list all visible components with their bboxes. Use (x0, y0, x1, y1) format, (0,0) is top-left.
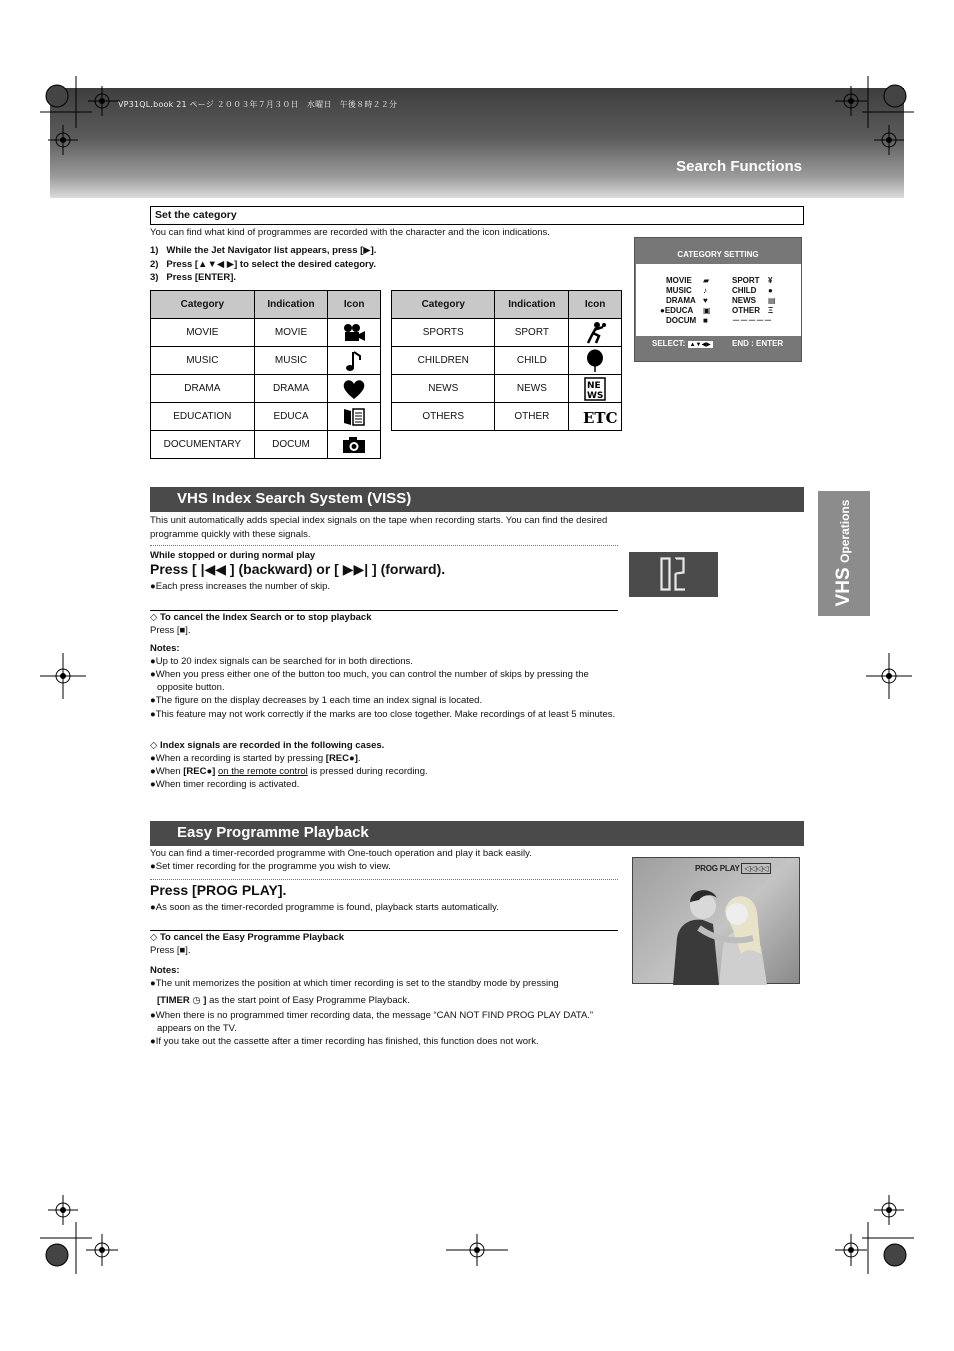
screen-left-icons (703, 276, 711, 326)
screen-item: DOCUM (666, 316, 697, 325)
viss-notes-heading: Notes: (150, 643, 180, 654)
screen-item: SPORT (732, 276, 760, 285)
set-category-intro: You can find what kind of programmes are recorded with the character and the icon indications. (150, 227, 550, 238)
couple-illustration (633, 858, 801, 985)
table-cell: MOVIE (254, 319, 328, 347)
balloon-icon (569, 348, 621, 374)
viss-note: ●Up to 20 index signals can be searched for in both directions. (150, 656, 413, 667)
table-cell: CHILDREN (392, 347, 495, 375)
svg-text:NE: NE (587, 380, 601, 391)
table-row (151, 347, 381, 375)
screen-item: MUSIC (666, 286, 692, 295)
table-header: Category (392, 291, 495, 319)
music-note-icon (328, 348, 380, 374)
step-1: 1) While the Jet Navigator list appears, press [▶]. (150, 245, 377, 256)
viss-case: ●When a recording is started by pressing [REC●]. (150, 753, 361, 764)
prog-play-osd: PROG PLAY ◁◁◁◁ (695, 864, 771, 873)
table-header: Icon (569, 291, 622, 319)
music-note-icon: ♪ (703, 286, 707, 295)
viss-press-instruction: Press [ |◀◀ ] (backward) or [ ▶▶| ] (forward). (150, 561, 446, 577)
step-3: 3) Press [ENTER]. (150, 272, 237, 283)
viss-cancel-text: Press [■]. (150, 625, 191, 636)
book-filename-line: VP31QL.book 21 ページ ２００３年７月３０日 水曜日 午後８時２２分 (118, 100, 398, 109)
screen-right-icons (768, 276, 776, 316)
epp-note-cont: [TIMER ◷ ] as the start point of Easy Programme Playback. (157, 995, 410, 1006)
table-header: Indication (254, 291, 328, 319)
viss-cancel-heading: ◇ To cancel the Index Search or to stop playback (150, 612, 372, 623)
table-cell: OTHER (495, 403, 569, 431)
viss-note: ●The figure on the display decreases by 1 each time an index signal is located. (150, 695, 483, 706)
table-cell: NEWS (495, 375, 569, 403)
side-tab-vhs-operations (818, 491, 870, 616)
table-row (151, 375, 381, 403)
table-row (392, 403, 622, 431)
table-row (151, 431, 381, 459)
viss-note: ●When you press either one of the button too much, you can control the number of skips by pressing the opposite button. (150, 669, 589, 693)
viss-condition: While stopped or during normal play (150, 550, 316, 561)
svg-text:ETC: ETC (583, 408, 618, 427)
movie-camera-icon (328, 320, 380, 346)
table-row (392, 347, 622, 375)
screen-left-list (660, 276, 697, 326)
table-cell: MUSIC (151, 347, 255, 375)
screen-item: MOVIE (666, 276, 692, 285)
book-icon: ▣ (703, 306, 711, 315)
screen-item: NEWS (732, 296, 756, 305)
remote-control-link[interactable]: on the remote control (217, 766, 308, 777)
viss-case: ●When [REC●] on the remote control is pressed during recording. (150, 766, 428, 777)
etc-icon: Ξ (768, 306, 774, 315)
screen-title: CATEGORY SETTING (677, 250, 759, 259)
arrow-keys-icon: ▲▼◀▶ (689, 342, 711, 348)
index-display (629, 552, 718, 597)
table-row (392, 319, 622, 347)
table-cell: MOVIE (151, 319, 255, 347)
heart-icon (328, 376, 380, 402)
screen-item: ●EDUCA (660, 306, 694, 315)
viss-note: ●This feature may not work correctly if the marks are too close together. Make recordings of at least 5 minutes. (150, 709, 616, 720)
epp-press-note: ●As soon as the timer-recorded programme is found, playback starts automatically. (150, 902, 499, 913)
table-header: Category (151, 291, 255, 319)
sport-icon: ¥ (768, 276, 773, 285)
category-table-right (391, 290, 622, 431)
screen-item: OTHER (732, 306, 760, 315)
table-cell: DOCUMENTARY (151, 431, 255, 459)
table-cell: DRAMA (254, 375, 328, 403)
table-cell: OTHERS (392, 403, 495, 431)
epp-notes-heading: Notes: (150, 965, 180, 976)
table-row (151, 319, 381, 347)
table-cell: DRAMA (151, 375, 255, 403)
divider (150, 879, 618, 880)
svg-text:WS: WS (587, 390, 604, 401)
table-cell: SPORT (495, 319, 569, 347)
table-header: Indication (495, 291, 569, 319)
screen-item: DRAMA (666, 296, 696, 305)
screen-item: CHILD (732, 286, 757, 295)
epp-bullet: ●Set timer recording for the programme you wish to view. (150, 861, 391, 872)
screen-list-area (636, 264, 801, 336)
side-tab-label: VHS Operations (833, 499, 854, 607)
epp-intro: You can find a timer-recorded programme with One-touch operation and play it back easily. (150, 848, 532, 859)
set-category-heading: Set the category (150, 206, 804, 225)
viss-section-title: VHS Index Search System (VISS) (150, 487, 804, 512)
screen-select-label: SELECT: ▲▼◀▶ (652, 339, 711, 348)
table-row (392, 375, 622, 403)
divider (150, 545, 618, 546)
prog-play-screen-image (632, 857, 800, 984)
table-row (151, 403, 381, 431)
table-cell: EDUCATION (151, 403, 255, 431)
epp-note: ●When there is no programmed timer recording data, the message “CAN NOT FIND PROG PLAY DATA.” appears on the TV. (150, 1010, 594, 1034)
epp-cancel-text: Press [■]. (150, 945, 191, 956)
etc-icon (569, 404, 621, 430)
viss-press-note: ●Each press increases the number of skip. (150, 581, 331, 592)
movie-camera-icon: ▰ (703, 276, 710, 285)
category-table-left (150, 290, 381, 459)
table-cell: CHILD (495, 347, 569, 375)
table-cell: SPORTS (392, 319, 495, 347)
camera-icon (328, 432, 380, 458)
screen-item: －－－－－ (732, 316, 772, 325)
svg-text:02: 02 (629, 552, 631, 553)
epp-cancel-heading: ◇ To cancel the Easy Programme Playback (150, 932, 345, 943)
sport-icon (569, 320, 621, 346)
table-cell: NEWS (392, 375, 495, 403)
epp-note: ●The unit memorizes the position at which timer recording is set to the standby mode by pressing (150, 978, 559, 989)
balloon-icon: ● (768, 286, 773, 295)
screen-right-list (732, 276, 772, 326)
screen-end-label: END : ENTER (732, 339, 784, 348)
display-digits (629, 552, 718, 597)
table-cell: EDUCA (254, 403, 328, 431)
epp-press-instruction: Press [PROG PLAY]. (150, 882, 287, 898)
rewind-arrows-icon: ◁◁◁◁ (741, 863, 771, 874)
camera-icon: ■ (703, 316, 708, 325)
step-2: 2) Press [▲▼◀ ▶] to select the desired category. (150, 259, 376, 270)
category-setting-screen (634, 237, 802, 362)
table-cell: MUSIC (254, 347, 328, 375)
viss-cases-heading: ◇ Index signals are recorded in the following cases. (150, 740, 385, 751)
viss-intro: This unit automatically adds special index signals on the tape when recording starts. You can find the desired programme quickly with these signals. (150, 515, 608, 540)
book-icon (328, 404, 380, 430)
epp-note: ●If you take out the cassette after a timer recording has finished, this function does not work. (150, 1036, 539, 1047)
epp-section-title: Easy Programme Playback (150, 821, 804, 846)
page-title: Search Functions (676, 158, 802, 175)
newspaper-icon (569, 376, 621, 402)
newspaper-icon: ▤ (768, 296, 776, 305)
table-cell: DOCUM (254, 431, 328, 459)
heart-icon: ♥ (703, 296, 708, 305)
viss-case: ●When timer recording is activated. (150, 779, 300, 790)
table-header: Icon (328, 291, 381, 319)
